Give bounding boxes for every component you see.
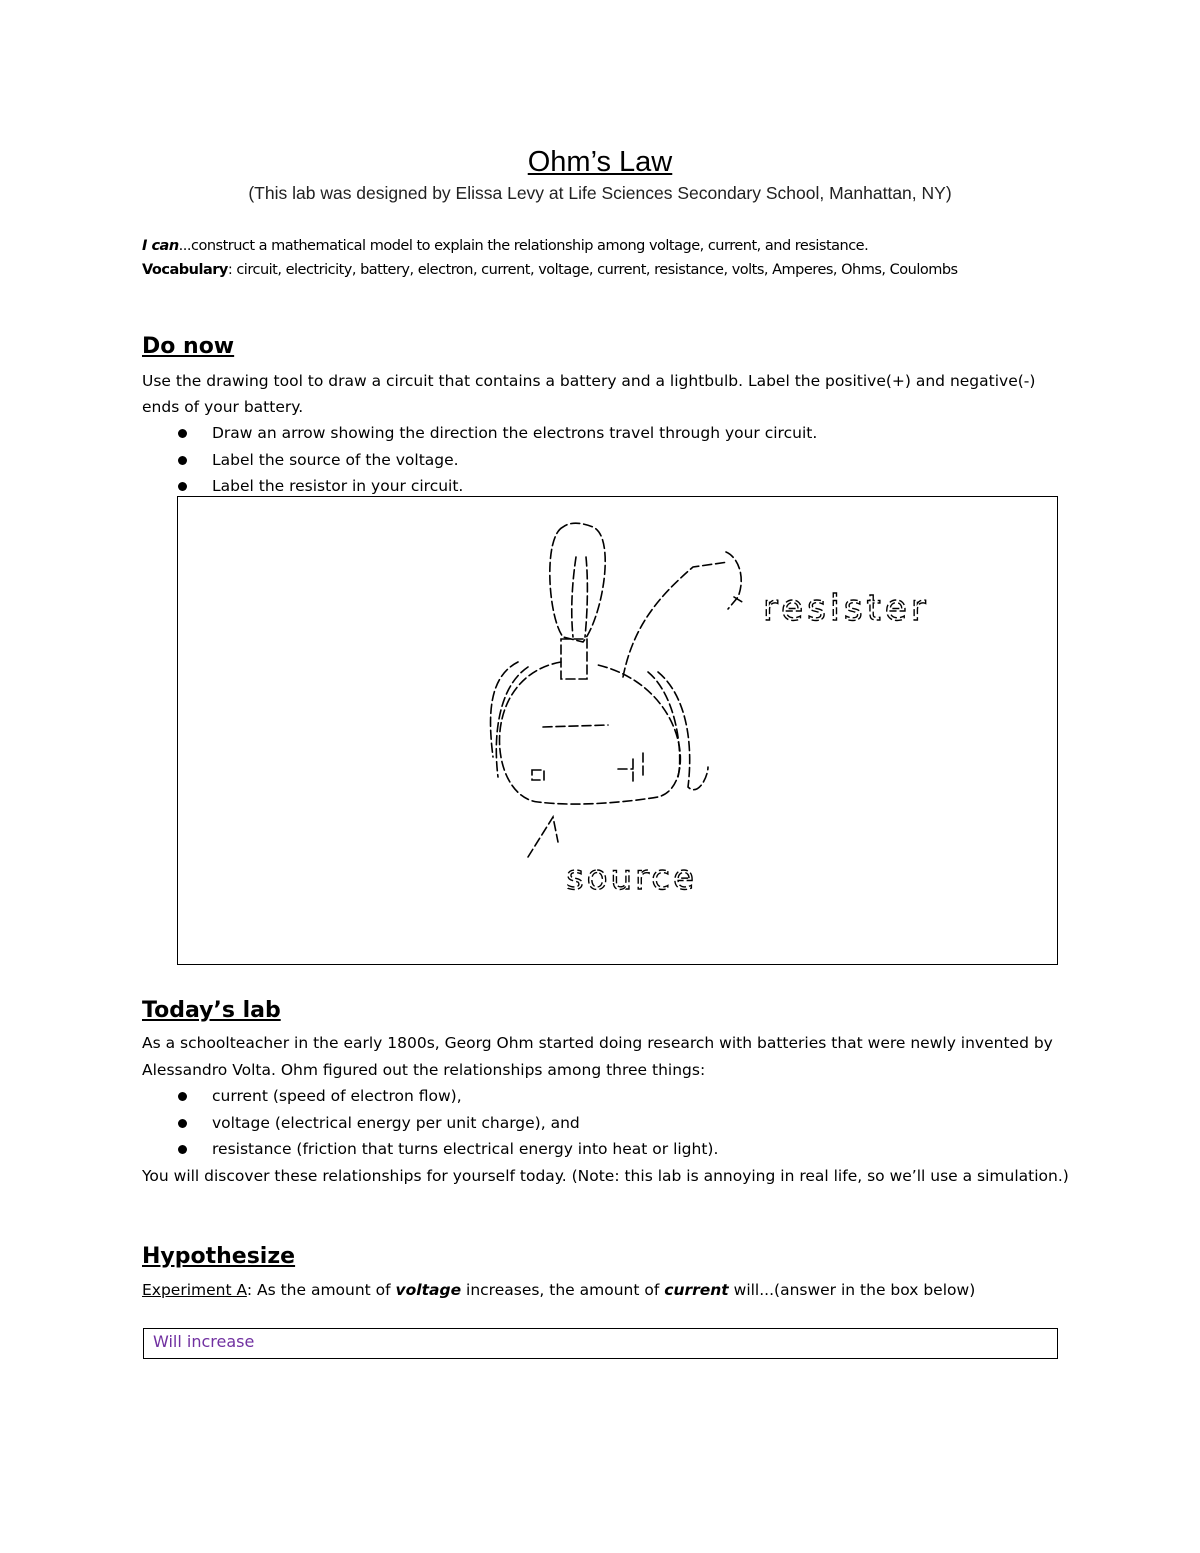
vocabulary-statement <box>142 258 1072 282</box>
do-now-heading: Do now <box>142 334 235 359</box>
source-label-drawing: source <box>566 858 697 898</box>
list-item <box>142 1083 1042 1110</box>
drawing-canvas[interactable] <box>177 496 1058 965</box>
experiment-a-answer-box[interactable] <box>143 1328 1058 1359</box>
list-item-text: voltage (electrical energy per unit charge), and <box>212 1113 580 1132</box>
vocabulary-label: Vocabulary <box>142 262 228 278</box>
list-item-text: current (speed of electron flow), <box>212 1087 462 1105</box>
bulb-base-drawing <box>561 639 587 679</box>
bullet-icon <box>178 456 187 465</box>
bullet-icon <box>178 1119 187 1128</box>
voltage-term: voltage <box>395 1281 462 1299</box>
todays-lab-intro: As a schoolteacher in the early 1800s, Georg Ohm started doing research with batteries that were newly invented by Alessandro Volta. Ohm figured out the relationships among three things: <box>142 1034 1053 1079</box>
experiment-a-label: Experiment A <box>142 1281 247 1299</box>
resistor-label-drawing: resister <box>763 588 930 629</box>
todays-lab-bullet-list <box>142 1083 1042 1163</box>
experiment-a-question <box>142 1277 1072 1303</box>
todays-lab-outro: You will discover these relationships for yourself today. (Note: this lab is annoying in real life, so we’ll use a simulation.) <box>142 1167 1069 1185</box>
list-item-text: Label the resistor in your circuit. <box>212 477 464 495</box>
question-text: will...(answer in the box below) <box>728 1281 976 1299</box>
circuit-sketch <box>178 497 1059 966</box>
source-arrow-drawing <box>528 817 558 857</box>
list-item-text: Label the source of the voltage. <box>212 450 459 469</box>
todays-lab-heading: Today’s lab <box>142 998 281 1023</box>
i-can-label: I can <box>142 238 179 254</box>
list-item <box>142 447 1042 474</box>
bullet-icon <box>178 429 187 438</box>
question-text: : As the amount of <box>246 1281 396 1299</box>
bullet-icon <box>178 482 187 491</box>
page-subtitle: (This lab was designed by Elissa Levy at Life Sciences Secondary School, Manhattan, NY) <box>248 183 952 203</box>
i-can-statement <box>142 234 1072 258</box>
do-now-bullet-list <box>142 420 1042 500</box>
do-now-intro: Use the drawing tool to draw a circuit that contains a battery and a lightbulb. Label the positive(+) and negative(-) ends of your battery. <box>142 372 1036 416</box>
list-item-text: Draw an arrow showing the direction the electrons travel through your circuit. <box>212 424 818 442</box>
current-term: current <box>664 1281 729 1299</box>
bullet-icon <box>178 1092 187 1101</box>
bullet-icon <box>178 1145 187 1154</box>
answer-text: Will increase <box>153 1332 255 1351</box>
list-item-text: resistance (friction that turns electrical energy into heat or light). <box>212 1140 719 1158</box>
lightbulb-drawing <box>550 523 605 642</box>
vocabulary-text: : circuit, electricity, battery, electron, current, voltage, current, resistance, volts, Amperes, Ohms, Coulombs <box>227 262 958 278</box>
list-item <box>142 1136 1042 1163</box>
question-text: increases, the amount of <box>461 1281 665 1299</box>
list-item <box>142 420 1042 447</box>
i-can-text: ...construct a mathematical model to explain the relationship among voltage, current, and resistance. <box>178 238 869 254</box>
circuit-wire-drawing <box>500 662 681 804</box>
page-title: Ohm’s Law <box>527 146 673 178</box>
hypothesize-heading: Hypothesize <box>142 1244 296 1269</box>
list-item <box>142 1110 1042 1137</box>
